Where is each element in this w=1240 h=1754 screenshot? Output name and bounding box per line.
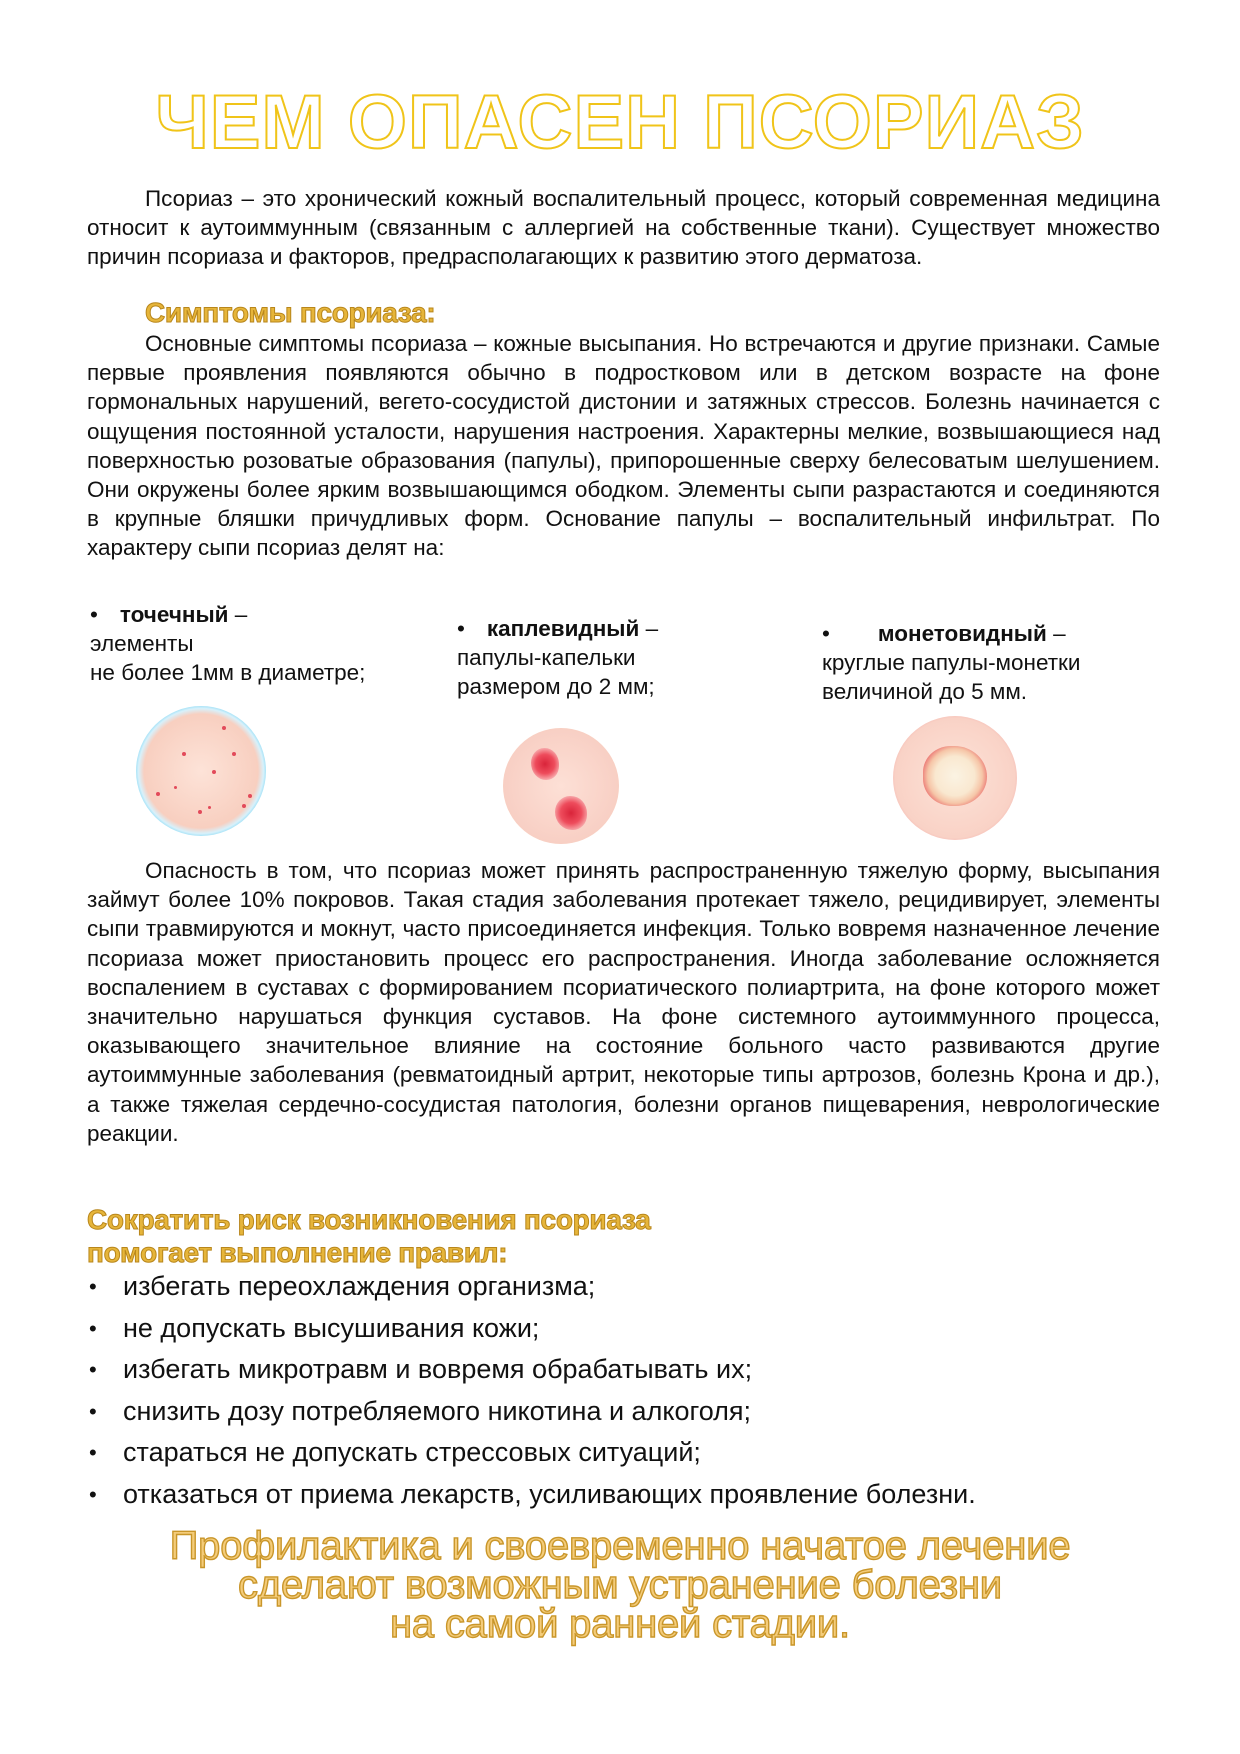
list-item: • снизить дозу потребляемого никотина и алкоголя; <box>87 1391 976 1433</box>
list-item: • отказаться от приема лекарств, усиливающих проявление болезни. <box>87 1474 976 1516</box>
dotted-psoriasis-illustration <box>136 706 266 836</box>
list-item: • стараться не допускать стрессовых ситуаций; <box>87 1432 976 1474</box>
symptoms-paragraph <box>87 329 1160 563</box>
symptoms-text: Основные симптомы псориаза – кожные высыпания. Но встречаются и другие признаки. Самые первые проявления появляются обычно в подростковом или в детском возрасте на фоне гормональных нарушений, вегето-сосудистой дистонии и затяжных стрессов. Болезнь начинается с ощущения постоянной усталости, нарушения настроения. Характерны мелкие, возвышающиеся над поверхностью розоватые образования (папулы), припорошенные сверху белесоватым шелушением. Они окружены более ярким возвышающимся ободком. Элементы сыпи разрастаются и соединяются в крупные бляшки причудливых форм. Основание папулы – воспалительный инфильтрат. По характеру сыпи псориаз делят на: <box>87 331 1160 561</box>
nummular-psoriasis-illustration <box>893 716 1017 840</box>
type-item-guttate: • каплевидный – папулы-капельки размером до 2 мм; <box>457 616 659 699</box>
prevention-rules-list <box>87 1266 976 1515</box>
bullet-icon: • <box>89 1481 97 1507</box>
symptoms-heading: Симптомы псориаза: <box>145 297 436 328</box>
bullet-icon: • <box>89 1315 97 1341</box>
list-item: • не допускать высушивания кожи; <box>87 1308 976 1350</box>
bullet-icon: • <box>89 1357 97 1382</box>
intro-paragraph <box>87 184 1160 272</box>
bullet-icon: • <box>90 602 98 627</box>
type-item-nummular: • монетовидный – круглые папулы-монетки величиной до 5 мм. <box>822 621 1081 704</box>
list-item: • избегать переохлаждения организма; <box>87 1266 976 1308</box>
type-name: монетовидный <box>877 621 1047 646</box>
bullet-icon: • <box>89 1274 97 1299</box>
bullet-icon: • <box>89 1398 97 1424</box>
type-name: каплевидный <box>486 616 640 641</box>
prevention-heading: Сократить риск возникновения псориаза помогает выполнение правил: <box>87 1204 651 1268</box>
danger-text: Опасность в том, что псориаз может принять распространенную тяжелую форму, высыпания займут более 10% покровов. Такая стадия заболевания протекает тяжело, рецидивирует, элементы сыпи травмируются и мокнут, часто присоединяется инфекция. Только вовремя назначенное лечение псориаза может приостановить процесс его распространения. Иногда заболевание осложняется воспалением в суставах с формированием псориатического полиартрита, на фоне которого может значительно нарушаться функция суставов. На фоне системного аутоиммунного процесса, оказывающего значительное влияние на состояние больного часто развиваются другие аутоиммунные заболевания (ревматоидный артрит, некоторые типы артрозов, болезнь Крона и др.), а также тяжелая сердечно-сосудистая патология, болезни органов пищеварения, неврологические реакции. <box>87 858 1160 1146</box>
type-desc-line: элементы <box>90 631 194 656</box>
closing-statement: Профилактика и своевременно начатое лечение сделают возможным устранение болезни на самой ранней стадии. <box>169 1524 1071 1646</box>
intro-text: Псориаз – это хронический кожный воспалительный процесс, который современная медицина относит к аутоиммунным (связанным с аллергией на собственные ткани). Существует множество причин псориаза и факторов, предрасполагающих к развитию этого дерматоза. <box>87 186 1160 270</box>
list-item: • избегать микротравм и вовремя обрабатывать их; <box>87 1349 976 1391</box>
page-title: ЧЕМ ОПАСЕН ПСОРИАЗ <box>155 80 1085 165</box>
type-name: точечный <box>119 602 229 627</box>
danger-paragraph <box>87 856 1160 1148</box>
bullet-icon: • <box>89 1440 97 1465</box>
guttate-psoriasis-illustration <box>503 728 619 844</box>
type-desc-line: величиной до 5 мм. <box>822 679 1028 704</box>
bullet-icon: • <box>822 621 830 646</box>
type-item-dotted: • точечный – элементы не более 1мм в диаметре; <box>90 602 366 685</box>
bullet-icon: • <box>457 616 465 641</box>
type-desc-line: размером до 2 мм; <box>457 674 655 699</box>
type-desc-line: не более 1мм в диаметре; <box>90 660 366 685</box>
type-desc-line: папулы-капельки <box>457 645 636 670</box>
type-desc-line: круглые папулы-монетки <box>822 650 1081 675</box>
